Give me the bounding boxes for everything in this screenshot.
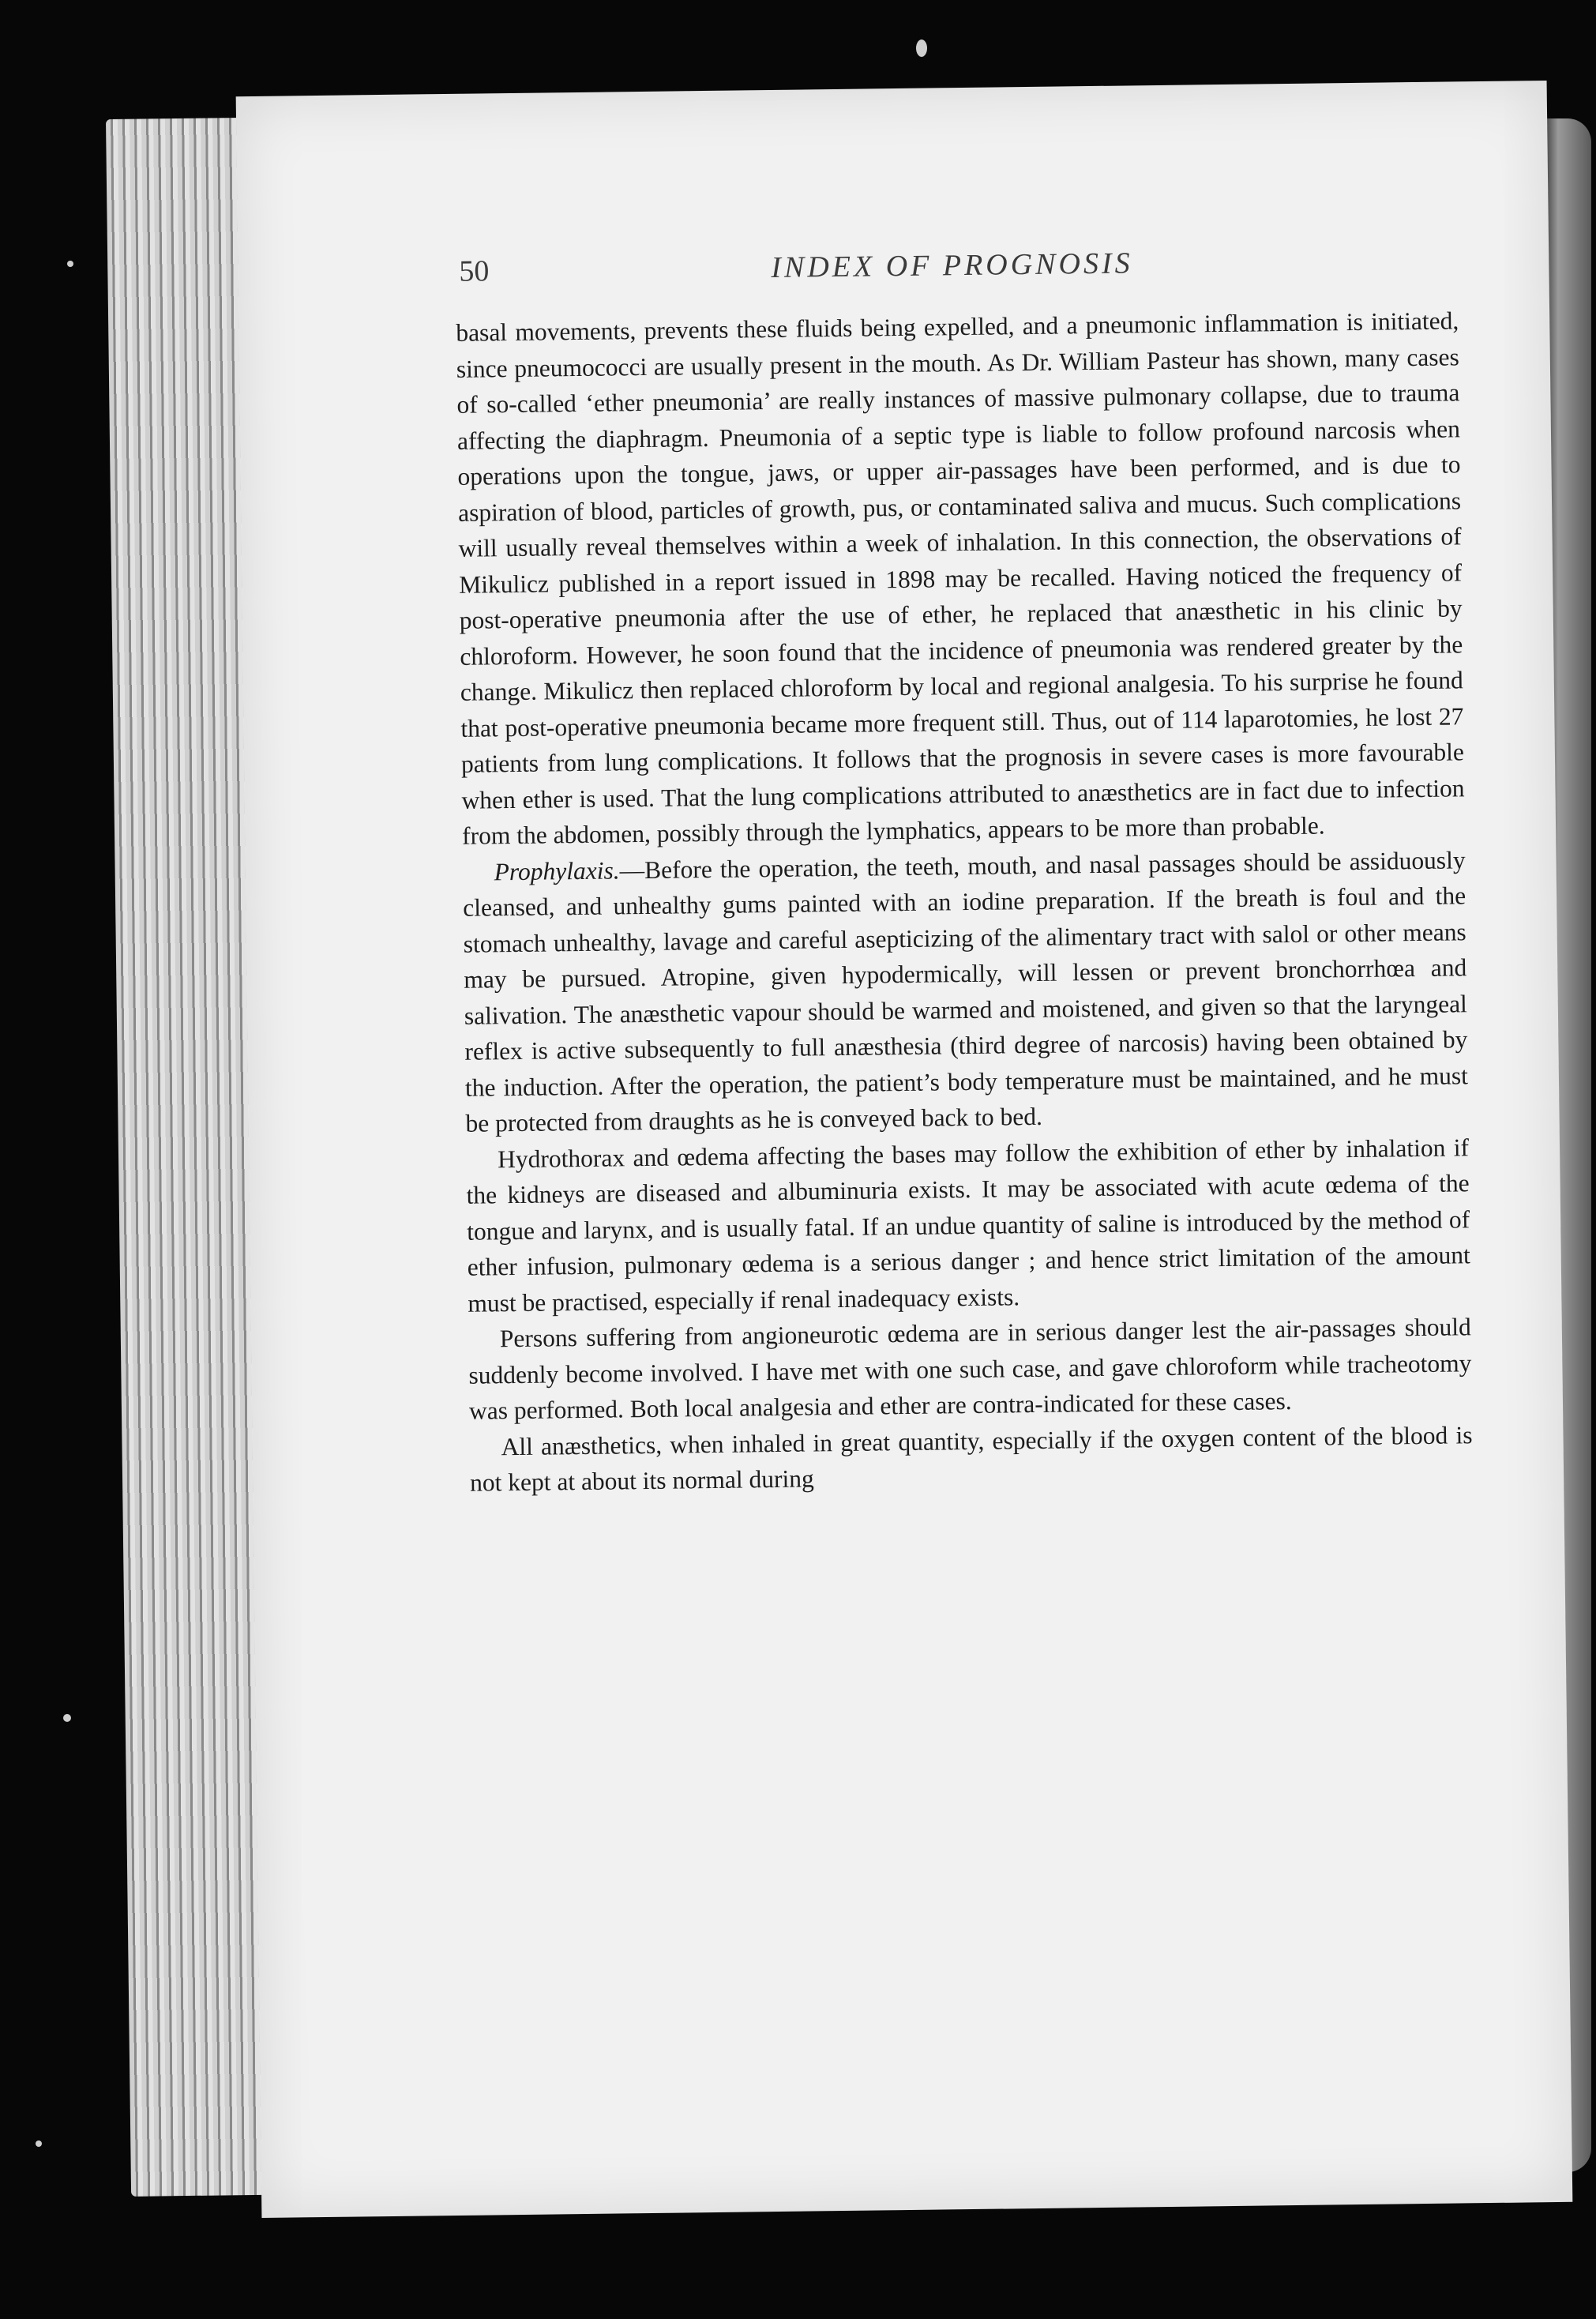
book-page (236, 81, 1573, 2218)
running-head (459, 237, 1328, 303)
scan-speck (63, 1714, 71, 1722)
paragraph-prophylaxis (462, 842, 1468, 1141)
paragraph-text: basal movements, prevents these fluids being expelled, and a pneumonic inflammation is initiated, since pneumococci are usually present in the mouth. As Dr. William Pasteur has shown, many cases of so-called ‘ether pneumonia’ are really instances of massive pulmonary collapse, due to trauma affecting the diaphragm. Pneumonia of a septic type is liable to follow profound narcosis when operations upon the tongue, jaws, or upper air-passages have been performed, and is due to aspiration of blood, particles of growth, pus, or contaminated saliva and mucus. Such complications will usually reveal themselves within a week of inhalation. In this connection, the observations of Mikulicz published in a report issued in 1898 may be recalled. Having noticed the frequency of post-operative pneumonia after the use of ether, he replaced that anæsthetic in his clinic by chloroform. However, he soon found that the incidence of pneumonia was rendered greater by the change. Mikulicz then replaced chloroform by local and regional analgesia. To his surprise he found that post-operative pneumonia became more frequent still. Thus, out of 114 laparotomies, he lost 27 patients from lung complications. It follows that the prognosis in severe cases is more favourable when ether is used. That the lung complications attributed to anæsthetics are in fact due to infection from the abdomen, possibly through the lymphatics, appears to be more than probable. (456, 306, 1465, 850)
body-text (456, 303, 1473, 1501)
running-title: INDEX OF PROGNOSIS (771, 246, 1133, 284)
scan-speck (916, 39, 927, 57)
paragraph-hydrothorax (466, 1129, 1471, 1321)
subheading-prophylaxis: Prophylaxis. (494, 855, 620, 885)
paragraph-pneumonia (456, 303, 1465, 854)
paragraph-text: Persons suffering from angioneurotic œdema are in serious danger lest the air-passages should suddenly become involved. I have met with one such case, and gave chloroform while tracheotomy was performed. Both local analgesia and ether are contra-indicated for these cases. (468, 1313, 1472, 1425)
paragraph-text: Hydrothorax and œdema affecting the bases may follow the exhibition of ether by inhalation if the kidneys are diseased and albuminuria exists. It may be associated with acute œdema of the tongue and larynx, and is usually fatal. If an undue quantity of saline is introduced by the method of ether infusion, pulmonary œdema is a serious danger ; and hence strict limitation of the amount must be practised, especially if renal inadequacy exists. (466, 1133, 1470, 1317)
page-number: 50 (459, 254, 490, 288)
paragraph-text: —Before the operation, the teeth, mouth, and nasal passages should be assiduously cleansed, and unhealthy gums painted with an iodine preparation. If the breath is foul and the stomach unhealthy, lavage and careful asepticizing of the alimentary tract with salol or other means may be pursued. Atropine, given hypodermically, will lessen or prevent bronchorrhœa and salivation. The anæsthetic vapour should be warmed and moistened, and given so that the laryngeal reflex is active subsequently to full anæsthesia (third degree of narcosis) having been obtained by the induction. After the operation, the patient’s body temperature must be maintained, and he must be protected from draughts as he is conveyed back to bed. (463, 845, 1469, 1137)
paragraph-text: All anæsthetics, when inhaled in great quantity, especially if the oxygen content of the blood is not kept at about its normal during (469, 1420, 1473, 1497)
scan-speck (36, 2140, 42, 2147)
paragraph-anaesthetics (469, 1417, 1473, 1502)
scan-speck (67, 261, 73, 267)
paragraph-angioneurotic (468, 1309, 1473, 1429)
